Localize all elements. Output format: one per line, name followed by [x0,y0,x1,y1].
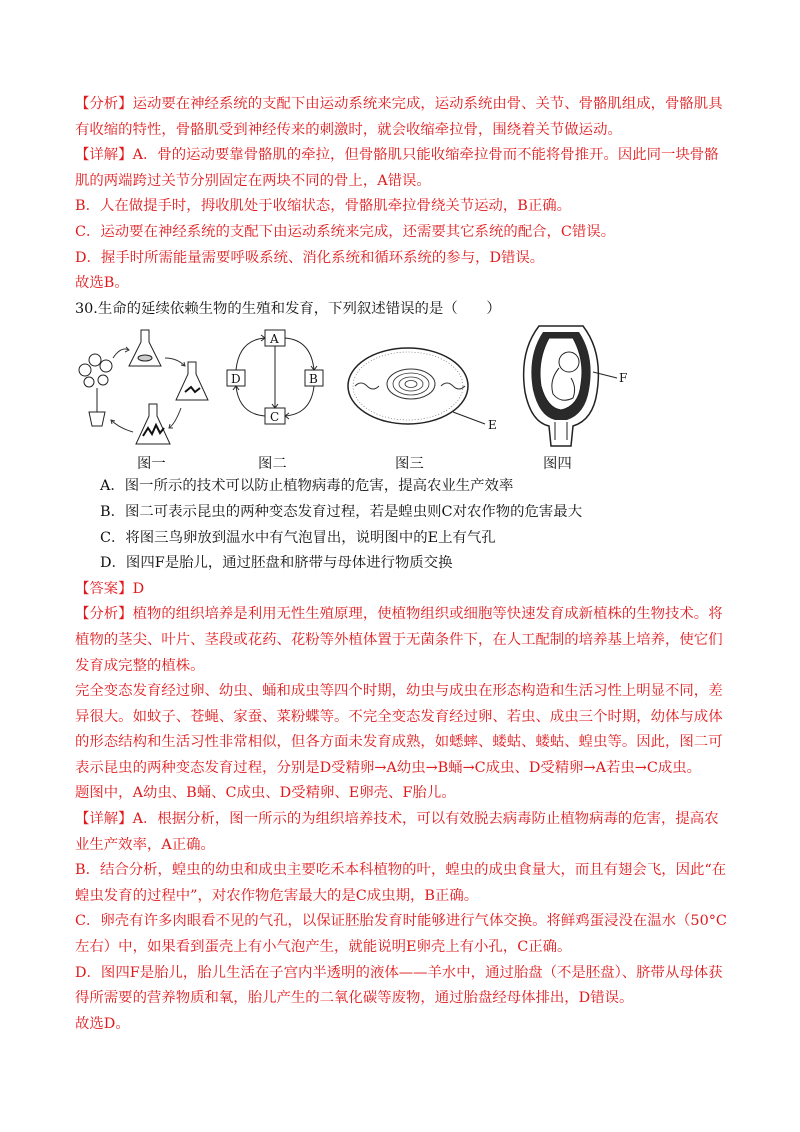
option-b: B．图二可表示昆虫的两种变态发育过程，若是蝗虫则C对农作物的危害最大 [100,503,583,520]
detail-a-paragraph: 【详解】A．骨的运动要靠骨骼肌的牵拉，但骨骼肌只能收缩牵拉骨而不能将骨推开。因此同一块骨骼肌的两端跨过关节分别固定在两块不同的骨上，A错误。 [75,147,719,189]
answer-detail-c: C．卵壳有许多肉眼看不见的气孔，以保证胚胎发育时能够进行气体交换。将鲜鸡蛋浸没在温水（50°C左右）中，如果看到蛋壳上有小气泡产生，就能说明E卵壳上有小孔，C正确。 [75,913,727,956]
answer-conclusion: 故选D。 [75,1015,130,1032]
answer-analysis-3: 题图中，A幼虫、B蛹、C成虫、D受精卵、E卵壳、F胎儿。 [75,785,456,802]
answer-detail-d: D．图四F是胎儿，胎儿生活在子宫内半透明的液体——羊水中，通过胎盘（不是胚盘）、脐带从母体获得所需要的营养物质和氧，胎儿产生的二氧化碳等废物，通过胎盘经母体排出，D错误。 [75,964,723,1007]
conclusion-paragraph: 故选B。 [75,275,129,292]
fig2-label-b: B [309,372,318,387]
detail-b-paragraph: B．人在做提手时，拇收肌处于收缩状态，骨骼肌牵拉骨绕关节运动，B正确。 [75,198,572,215]
document-page [75,92,730,1037]
detail-d-paragraph: D．握手时所需能量需要呼吸系统、消化系统和循环系统的参与，D错误。 [75,249,545,266]
answer-detail-b: B．结合分析，蝗虫的幼虫和成虫主要吃禾本科植物的叶，蝗虫的成虫食量大，而且有翅会飞，因此“在蝗虫发育的过程中”，对农作物危害最大的是C成虫期，B正确。 [75,862,727,904]
question-stem: 30.生命的延续依赖生物的生殖和发育，下列叙述错误的是（ ） [75,300,501,317]
option-d: D．图四F是胎儿，通过胚盘和脐带与母体进行物质交换 [100,555,453,572]
figure-4-caption: 图四 [543,456,572,473]
figure-2-metamorphosis [225,326,325,438]
figure-1-caption: 图一 [137,456,166,473]
answer-analysis-2: 完全变态发育经过卵、幼虫、蛹和成虫等四个时期，幼虫与成虫在形态构造和生活习性上明显不同，差异很大。如蚊子、苍蝇、家蚕、菜粉蝶等。不完全变态发育经过卵、若虫、成虫三个时期，幼体与成体的形态结构和生活习性非常相似，但各方面未发育成熟，如蟋蟀、蝼蛄、蝼蛄、蝗虫等。因此，图二可表示昆虫的两种变态发育过程，分别是D受精卵→A幼虫→B蛹→C成虫、D受精卵→A若虫→C成虫。 [75,683,723,776]
figure-1-tissue-culture [75,328,210,446]
figure-3-bird-egg [345,342,505,434]
answer-label: 【答案】D [75,580,145,597]
detail-c-paragraph: C．运动要在神经系统的支配下由运动系统来完成，还需要其它系统的配合，C错误。 [75,223,616,240]
option-a: A．图一所示的技术可以防止植物病毒的危害，提高农业生产效率 [100,478,514,495]
figure-3-caption: 图三 [395,456,424,473]
fig3-label-e: E [488,418,497,433]
fig4-label-f: F [619,371,628,386]
analysis-paragraph: 【分析】运动要在神经系统的支配下由运动系统来完成，运动系统由骨、关节、骨骼肌组成，骨骼肌具有收缩的特性，骨骼肌受到神经传来的刺激时，就会收缩牵拉骨，围绕着关节做运动。 [75,96,723,138]
fig2-label-a: A [270,332,279,347]
answer-detail-a: 【详解】A．根据分析，图一所示的为组织培养技术，可以有效脱去病毒防止植物病毒的危害，提高农业生产效率，A正确。 [75,811,719,853]
option-c: C．将图三鸟卵放到温水中有气泡冒出，说明图中的E上有气孔 [100,529,496,546]
figure-2-caption: 图二 [258,456,287,473]
question-figures [75,326,730,474]
fig2-label-d: D [231,372,241,387]
fig2-label-c: C [270,410,280,425]
answer-analysis-1: 【分析】植物的组织培养是利用无性生殖原理，使植物组织或细胞等快速发育成新植株的生物技术。将植物的茎尖、叶片、茎段或花药、花粉等外植体置于无菌条件下，在人工配制的培养基上培养，使它们发育成完整的植株。 [75,606,723,674]
figure-4-fetus [515,322,635,448]
